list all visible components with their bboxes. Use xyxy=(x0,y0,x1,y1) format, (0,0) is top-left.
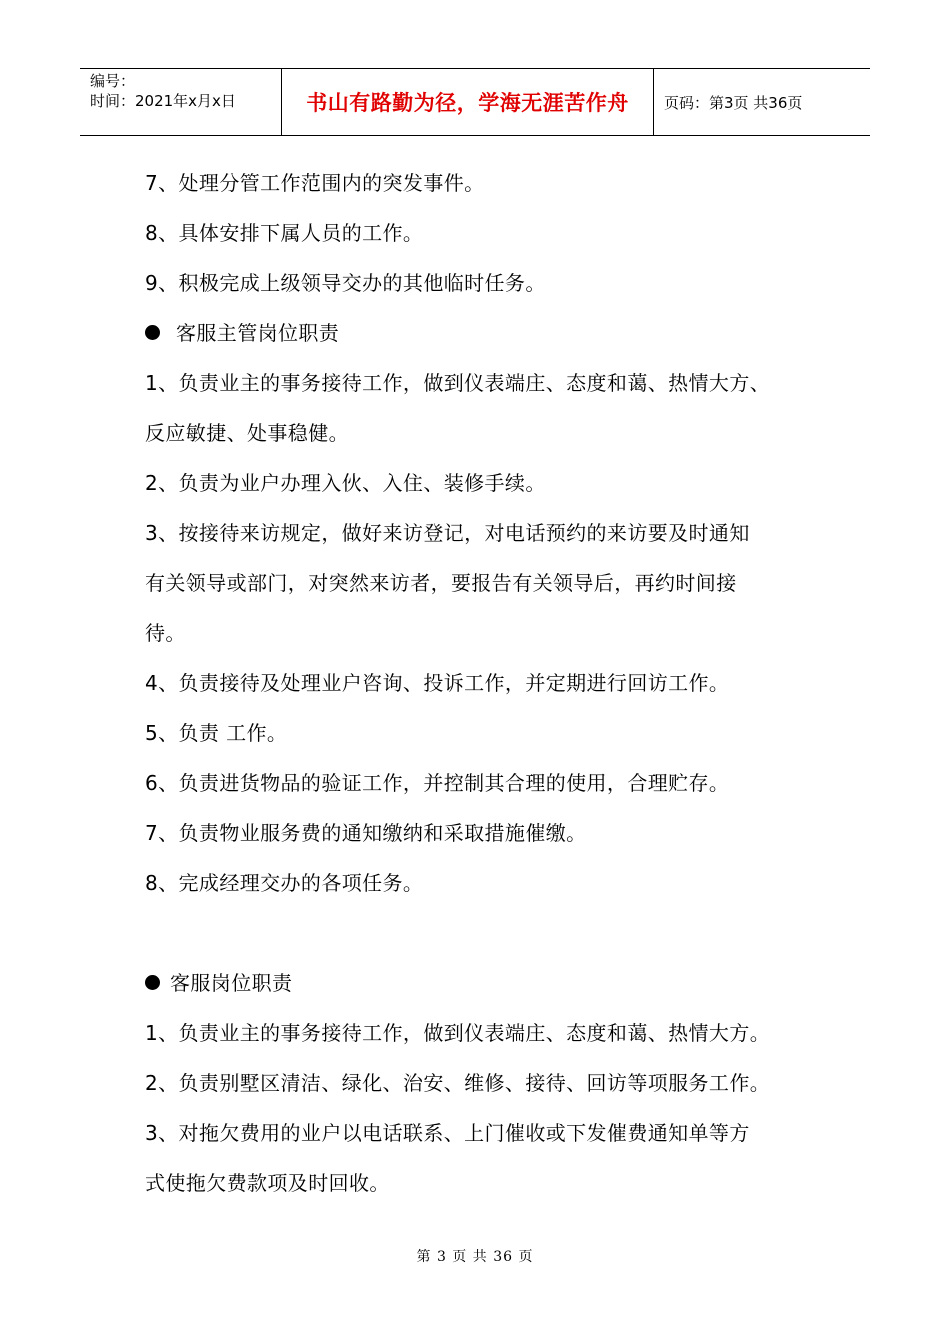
bullet-icon xyxy=(145,975,160,990)
duty-item-4-supervisor: 4、负责接待及处理业户咨询、投诉工作，并定期进行回访工作。 xyxy=(145,671,730,695)
page-footer: 第 3 页 共 36 页 xyxy=(416,1249,534,1265)
section-heading-text: 客服岗位职责 xyxy=(170,971,293,995)
duty-item-3-supervisor: 3、按接待来访规定，做好来访登记，对电话预约的来访要及时通知 xyxy=(145,521,750,545)
duty-item-8-manager: 8、具体安排下属人员的工作。 xyxy=(145,221,424,245)
duty-item-2-supervisor: 2、负责为业户办理入伙、入住、装修手续。 xyxy=(145,471,546,495)
section-heading-service-staff xyxy=(145,958,835,1008)
duty-item-7-manager: 7、处理分管工作范围内的突发事件。 xyxy=(145,171,485,195)
duty-item-1-supervisor: 1、负责业主的事务接待工作，做到仪表端庄、态度和蔼、热情大方、 xyxy=(145,371,771,395)
header-meta-cell xyxy=(80,69,282,135)
duty-item-5-supervisor: 5、负责 工作。 xyxy=(145,721,288,745)
bullet-icon xyxy=(145,325,160,340)
section-heading-service-supervisor xyxy=(145,308,835,358)
duty-item-3-supervisor-cont: 有关领导或部门，对突然来访者，要报告有关领导后，再约时间接 xyxy=(145,571,737,595)
header-number-label: 编号： xyxy=(90,72,136,90)
duty-item-3-staff-cont: 式使拖欠费款项及时回收。 xyxy=(145,1171,390,1195)
duty-item-7-supervisor: 7、负责物业服务费的通知缴纳和采取措施催缴。 xyxy=(145,821,587,845)
section-heading-text: 客服主管岗位职责 xyxy=(176,321,340,345)
duty-item-8-supervisor: 8、完成经理交办的各项任务。 xyxy=(145,871,424,895)
document-body xyxy=(145,158,835,1208)
duty-item-1-supervisor-cont: 反应敏捷、处事稳健。 xyxy=(145,421,349,445)
duty-item-2-staff: 2、负责别墅区清洁、绿化、治安、维修、接待、回访等项服务工作。 xyxy=(145,1071,771,1095)
duty-item-1-staff: 1、负责业主的事务接待工作，做到仪表端庄、态度和蔼、热情大方。 xyxy=(145,1021,771,1045)
duty-item-3-staff: 3、对拖欠费用的业户以电话联系、上门催收或下发催费通知单等方 xyxy=(145,1121,750,1145)
header-time-label: 时间：2021年x月x日 xyxy=(90,92,236,110)
header-page-info: 页码：第3页 共36页 xyxy=(664,93,803,112)
duty-item-9-manager: 9、积极完成上级领导交办的其他临时任务。 xyxy=(145,271,546,295)
header-motto: 书山有路勤为径，学海无涯苦作舟 xyxy=(282,69,654,135)
document-header xyxy=(80,68,870,136)
duty-item-6-supervisor: 6、负责进货物品的验证工作，并控制其合理的使用，合理贮存。 xyxy=(145,771,730,795)
paragraph-spacer xyxy=(145,908,835,958)
duty-item-3-supervisor-end: 待。 xyxy=(145,621,186,645)
